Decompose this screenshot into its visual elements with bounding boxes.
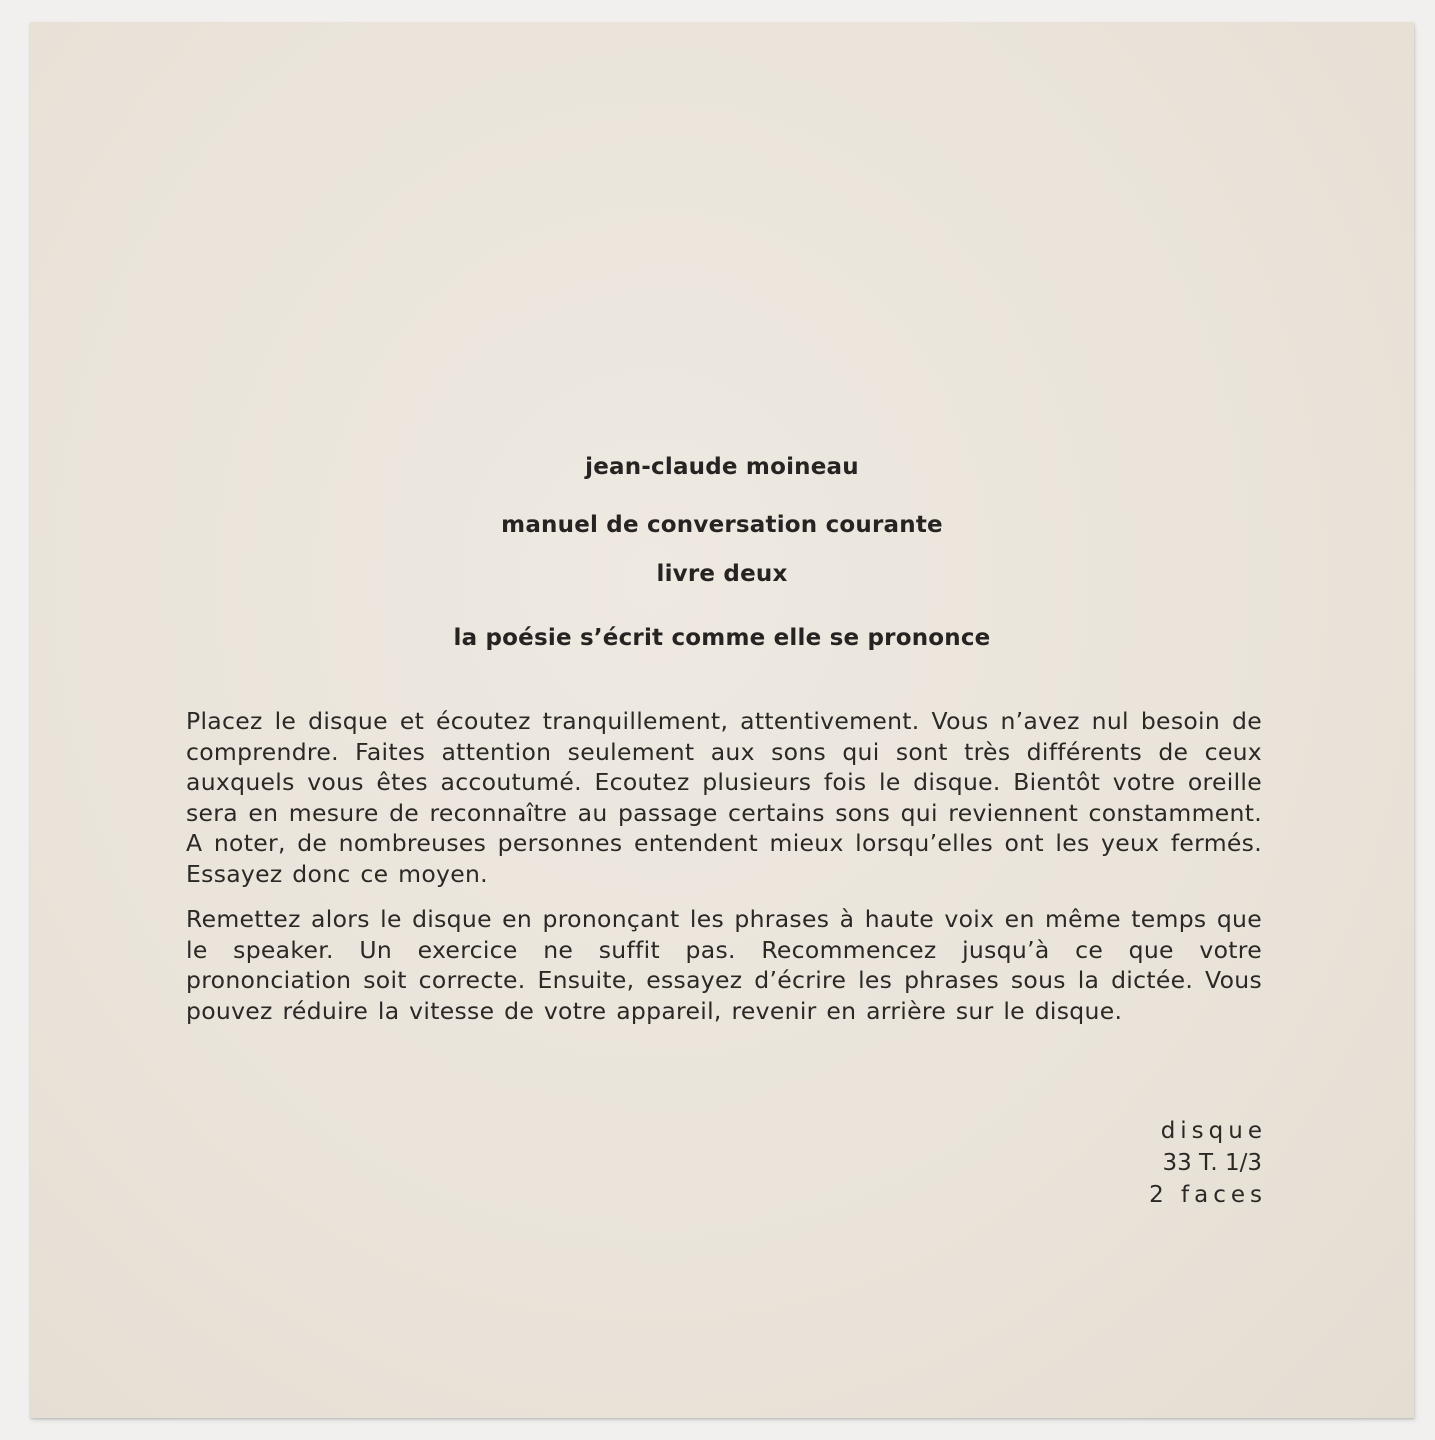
document-sheet: [30, 22, 1414, 1418]
author-name: jean-claude moineau: [585, 454, 859, 480]
document-subtitle: la poésie s’écrit comme elle se prononce: [453, 625, 991, 651]
record-specs: [1149, 1115, 1267, 1211]
record-speed: 33 T. 1/3: [1162, 1150, 1262, 1176]
record-format: disque: [1160, 1118, 1267, 1144]
paragraph-instructions-speaking: Remettez alors le disque en prononçant les phrases à haute voix en même temps que le speaker. Un exercice ne suffit pas. Recommencez jusqu’à ce que votre prononciation soit correcte. Ensuite, essayez d’écrire les phrases sous la dictée. Vous pouvez réduire la vitesse de votre appareil, revenir en arrière sur le disque.: [186, 905, 1262, 1025]
paragraph-instructions-listening: Placez le disque et écoutez tranquillement, attentivement. Vous n’avez nul besoin de comprendre. Faites attention seulement aux sons qui sont très différents de ceux auxquels vous êtes accoutumé. Ecoutez plusieurs fois le disque. Bientôt votre oreille sera en mesure de reconnaître au passage certains sons qui reviennent constamment. A noter, de nombreuses personnes entendent mieux lorsqu’elles ont les yeux fermés. Essayez donc ce moyen.: [186, 707, 1262, 888]
volume-label: livre deux: [656, 561, 788, 587]
document-title: manuel de conversation courante: [501, 512, 943, 538]
record-sides: 2 faces: [1149, 1182, 1267, 1208]
